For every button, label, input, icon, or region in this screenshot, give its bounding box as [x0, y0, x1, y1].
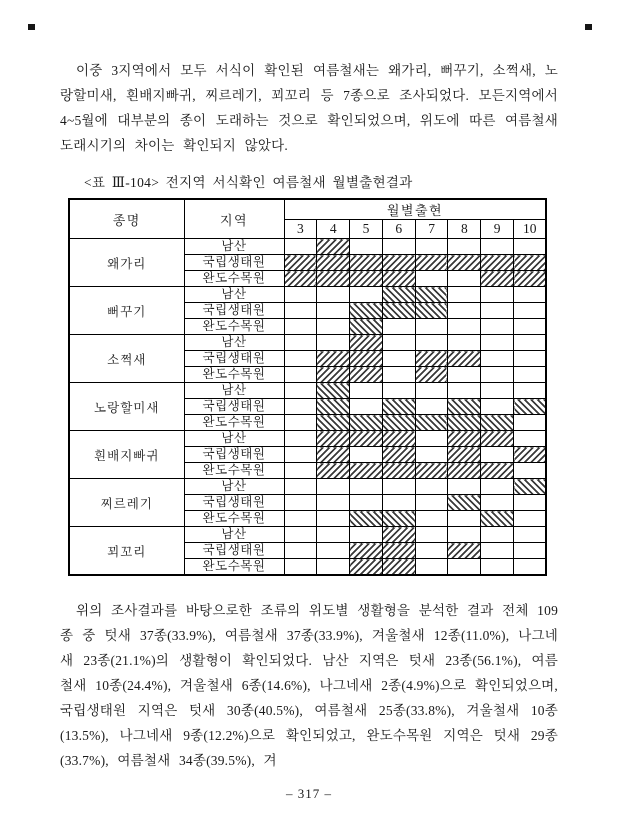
- species-name: 찌르레기: [69, 479, 184, 527]
- occurrence-cell-absent: [382, 495, 415, 511]
- occurrence-cell-absent: [448, 511, 481, 527]
- occurrence-cell-absent: [284, 367, 317, 383]
- occurrence-cell-absent: [481, 383, 514, 399]
- occurrence-cell-absent: [415, 511, 448, 527]
- occurrence-cell-absent: [284, 415, 317, 431]
- occurrence-cell-absent: [481, 239, 514, 255]
- occurrence-cell-present: [514, 479, 547, 495]
- occurrence-cell-present: [317, 431, 350, 447]
- table-body: [69, 239, 546, 576]
- occurrence-cell-present: [415, 351, 448, 367]
- occurrence-cell-present: [415, 303, 448, 319]
- occurrence-cell-absent: [481, 287, 514, 303]
- occurrence-cell-present: [415, 415, 448, 431]
- occurrence-cell-present: [350, 511, 383, 527]
- occurrence-cell-absent: [481, 335, 514, 351]
- occurrence-cell-absent: [350, 287, 383, 303]
- table-row: [69, 527, 546, 543]
- occurrence-cell-absent: [350, 479, 383, 495]
- occurrence-cell-present: [514, 447, 547, 463]
- header-row-top: [69, 199, 546, 220]
- region-name: 국립생태원: [184, 351, 284, 367]
- occurrence-cell-present: [350, 543, 383, 559]
- occurrence-cell-absent: [481, 447, 514, 463]
- print-mark-left: [28, 24, 35, 30]
- occurrence-cell-absent: [415, 495, 448, 511]
- occurrence-cell-absent: [284, 543, 317, 559]
- occurrence-cell-present: [350, 255, 383, 271]
- table-row: [69, 335, 546, 351]
- occurrence-cell-absent: [514, 287, 547, 303]
- occurrence-cell-absent: [382, 239, 415, 255]
- occurrence-cell-present: [382, 511, 415, 527]
- occurrence-cell-present: [448, 431, 481, 447]
- occurrence-cell-absent: [350, 447, 383, 463]
- occurrence-cell-absent: [382, 335, 415, 351]
- occurrence-cell-present: [317, 447, 350, 463]
- occurrence-cell-present: [382, 463, 415, 479]
- occurrence-cell-present: [382, 255, 415, 271]
- table-header: [69, 199, 546, 239]
- region-name: 국립생태원: [184, 399, 284, 415]
- occurrence-cell-absent: [514, 383, 547, 399]
- header-month-4: 4: [317, 220, 350, 239]
- occurrence-cell-present: [514, 255, 547, 271]
- region-name: 국립생태원: [184, 303, 284, 319]
- occurrence-cell-present: [317, 367, 350, 383]
- occurrence-cell-present: [448, 447, 481, 463]
- header-month-10: 10: [514, 220, 547, 239]
- region-name: 완도수목원: [184, 463, 284, 479]
- region-name: 남산: [184, 431, 284, 447]
- occurrence-cell-absent: [448, 239, 481, 255]
- region-name: 남산: [184, 479, 284, 495]
- occurrence-cell-absent: [481, 559, 514, 576]
- region-name: 완도수목원: [184, 559, 284, 576]
- occurrence-cell-absent: [514, 495, 547, 511]
- occurrence-cell-present: [415, 287, 448, 303]
- occurrence-cell-absent: [415, 271, 448, 287]
- occurrence-cell-absent: [481, 543, 514, 559]
- region-name: 완도수목원: [184, 319, 284, 335]
- occurrence-cell-absent: [514, 303, 547, 319]
- occurrence-cell-absent: [514, 559, 547, 576]
- occurrence-cell-absent: [481, 351, 514, 367]
- header-month-5: 5: [350, 220, 383, 239]
- occurrence-cell-absent: [284, 431, 317, 447]
- occurrence-cell-present: [481, 255, 514, 271]
- occurrence-cell-present: [481, 511, 514, 527]
- occurrence-cell-absent: [514, 415, 547, 431]
- region-name: 남산: [184, 335, 284, 351]
- table-row: [69, 383, 546, 399]
- region-name: 남산: [184, 287, 284, 303]
- occurrence-cell-absent: [448, 335, 481, 351]
- occurrence-cell-absent: [514, 543, 547, 559]
- occurrence-cell-absent: [514, 335, 547, 351]
- occurrence-cell-absent: [284, 319, 317, 335]
- region-name: 완도수목원: [184, 271, 284, 287]
- occurrence-cell-present: [448, 399, 481, 415]
- occurrence-cell-absent: [448, 527, 481, 543]
- region-name: 남산: [184, 383, 284, 399]
- occurrence-cell-present: [350, 271, 383, 287]
- occurrence-cell-absent: [448, 287, 481, 303]
- occurrence-cell-present: [415, 463, 448, 479]
- occurrence-cell-absent: [317, 303, 350, 319]
- occurrence-cell-present: [317, 239, 350, 255]
- species-name: 왜가리: [69, 239, 184, 287]
- occurrence-cell-absent: [481, 367, 514, 383]
- occurrence-cell-absent: [415, 319, 448, 335]
- occurrence-cell-absent: [317, 559, 350, 576]
- occurrence-cell-present: [317, 351, 350, 367]
- occurrence-cell-absent: [382, 383, 415, 399]
- occurrence-cell-present: [350, 415, 383, 431]
- species-name: 꾀꼬리: [69, 527, 184, 576]
- occurrence-cell-present: [448, 255, 481, 271]
- paragraph-life-form-analysis: 위의 조사결과를 바탕으로한 조류의 위도별 생활형을 분석한 결과 전체 109종 중 텃새 37종(33.9%), 여름철새 37종(33.9%), 겨울철새 12종(11.0%), 나그네새 23종(21.1%)의 생활형이 확인되었다. 남산 지역은 텃새 23종(56.1%), 여름철새 10종(24.4%), 겨울철새 6종(14.6%), 나그네새 2종(4.9%)으로 확인되었으며, 국립생태원 지역은 텃새 30종(40.5%), 여름철새 25종(33.8%), 겨울철새 10종(13.5%), 나그네새 9종(12.2%)으로 확인되었고, 완도수목원 지역은 텃새 29종(33.7%), 여름철새 34종(39.5%), 겨: [60, 603, 559, 768]
- occurrence-cell-absent: [317, 335, 350, 351]
- occurrence-cell-present: [317, 463, 350, 479]
- occurrence-cell-present: [350, 303, 383, 319]
- species-name: 뻐꾸기: [69, 287, 184, 335]
- occurrence-cell-absent: [284, 463, 317, 479]
- header-month-3: 3: [284, 220, 317, 239]
- occurrence-cell-present: [317, 255, 350, 271]
- occurrence-cell-present: [382, 415, 415, 431]
- occurrence-cell-absent: [415, 335, 448, 351]
- occurrence-cell-absent: [514, 319, 547, 335]
- header-monthly-occurrence: 월별출현: [284, 199, 546, 220]
- occurrence-cell-present: [448, 463, 481, 479]
- occurrence-cell-absent: [415, 543, 448, 559]
- occurrence-cell-absent: [317, 479, 350, 495]
- occurrence-cell-absent: [284, 239, 317, 255]
- occurrence-cell-absent: [317, 495, 350, 511]
- occurrence-cell-absent: [481, 527, 514, 543]
- occurrence-cell-absent: [317, 319, 350, 335]
- occurrence-cell-present: [514, 271, 547, 287]
- occurrence-cell-absent: [284, 351, 317, 367]
- occurrence-cell-absent: [481, 303, 514, 319]
- occurrence-cell-present: [350, 335, 383, 351]
- occurrence-cell-absent: [284, 335, 317, 351]
- occurrence-cell-absent: [382, 351, 415, 367]
- table-row: [69, 431, 546, 447]
- occurrence-cell-absent: [415, 431, 448, 447]
- occurrence-cell-absent: [415, 559, 448, 576]
- occurrence-cell-absent: [448, 383, 481, 399]
- region-name: 남산: [184, 239, 284, 255]
- occurrence-cell-present: [317, 383, 350, 399]
- occurrence-cell-absent: [481, 495, 514, 511]
- occurrence-cell-present: [350, 559, 383, 576]
- occurrence-cell-absent: [317, 511, 350, 527]
- header-month-9: 9: [481, 220, 514, 239]
- occurrence-cell-present: [350, 463, 383, 479]
- occurrence-cell-absent: [350, 399, 383, 415]
- occurrence-cell-present: [350, 367, 383, 383]
- occurrence-cell-absent: [514, 239, 547, 255]
- occurrence-cell-absent: [382, 367, 415, 383]
- table-row: [69, 239, 546, 255]
- occurrence-cell-absent: [317, 543, 350, 559]
- print-mark-right: [585, 24, 592, 30]
- occurrence-cell-absent: [448, 479, 481, 495]
- occurrence-cell-absent: [284, 479, 317, 495]
- occurrence-cell-present: [514, 399, 547, 415]
- occurrence-cell-absent: [514, 367, 547, 383]
- occurrence-cell-present: [481, 431, 514, 447]
- occurrence-cell-present: [284, 255, 317, 271]
- occurrence-cell-absent: [514, 511, 547, 527]
- species-name: 소쩍새: [69, 335, 184, 383]
- occurrence-cell-present: [415, 367, 448, 383]
- occurrence-cell-absent: [448, 319, 481, 335]
- header-month-6: 6: [382, 220, 415, 239]
- header-month-8: 8: [448, 220, 481, 239]
- occurrence-cell-present: [382, 271, 415, 287]
- table-caption: <표 Ⅲ-104> 전지역 서식확인 여름철새 월별출현결과: [84, 175, 413, 190]
- monthly-occurrence-table: [68, 198, 547, 576]
- occurrence-cell-present: [350, 351, 383, 367]
- header-species-name: 종명: [69, 199, 184, 239]
- occurrence-cell-absent: [448, 303, 481, 319]
- occurrence-cell-present: [382, 447, 415, 463]
- occurrence-cell-present: [415, 255, 448, 271]
- header-region: 지역: [184, 199, 284, 239]
- occurrence-cell-absent: [481, 399, 514, 415]
- region-name: 국립생태원: [184, 495, 284, 511]
- occurrence-cell-absent: [415, 527, 448, 543]
- occurrence-cell-present: [317, 415, 350, 431]
- occurrence-cell-absent: [317, 287, 350, 303]
- occurrence-cell-present: [481, 415, 514, 431]
- occurrence-cell-absent: [284, 559, 317, 576]
- occurrence-cell-absent: [415, 479, 448, 495]
- occurrence-cell-absent: [415, 447, 448, 463]
- occurrence-cell-present: [382, 543, 415, 559]
- occurrence-cell-present: [481, 271, 514, 287]
- occurrence-cell-present: [350, 319, 383, 335]
- occurrence-cell-absent: [284, 447, 317, 463]
- occurrence-cell-absent: [448, 367, 481, 383]
- occurrence-cell-absent: [415, 383, 448, 399]
- region-name: 국립생태원: [184, 447, 284, 463]
- occurrence-cell-present: [284, 271, 317, 287]
- occurrence-cell-absent: [481, 319, 514, 335]
- occurrence-cell-absent: [382, 479, 415, 495]
- occurrence-cell-present: [317, 271, 350, 287]
- occurrence-cell-absent: [284, 303, 317, 319]
- occurrence-cell-absent: [382, 319, 415, 335]
- occurrence-cell-absent: [448, 559, 481, 576]
- occurrence-cell-present: [350, 431, 383, 447]
- region-name: 완도수목원: [184, 415, 284, 431]
- occurrence-cell-absent: [514, 463, 547, 479]
- occurrence-cell-present: [382, 559, 415, 576]
- occurrence-cell-absent: [448, 271, 481, 287]
- header-month-7: 7: [415, 220, 448, 239]
- region-name: 남산: [184, 527, 284, 543]
- occurrence-cell-absent: [317, 527, 350, 543]
- occurrence-cell-present: [448, 495, 481, 511]
- table-row: [69, 287, 546, 303]
- occurrence-cell-absent: [415, 239, 448, 255]
- occurrence-cell-absent: [284, 399, 317, 415]
- region-name: 완도수목원: [184, 367, 284, 383]
- species-name: 흰배지빠귀: [69, 431, 184, 479]
- occurrence-cell-present: [382, 431, 415, 447]
- occurrence-cell-absent: [350, 239, 383, 255]
- region-name: 국립생태원: [184, 543, 284, 559]
- occurrence-cell-present: [317, 399, 350, 415]
- page-number: – 317 –: [286, 786, 332, 801]
- occurrence-cell-present: [448, 543, 481, 559]
- occurrence-cell-absent: [284, 495, 317, 511]
- occurrence-cell-absent: [415, 399, 448, 415]
- occurrence-cell-present: [382, 399, 415, 415]
- occurrence-cell-present: [382, 303, 415, 319]
- occurrence-cell-absent: [481, 479, 514, 495]
- paragraph-summer-birds: 이중 3지역에서 모두 서식이 확인된 여름철새는 왜가리, 뻐꾸기, 소쩍새, 노랑할미새, 흰배지빠귀, 찌르레기, 꾀꼬리 등 7종으로 조사되었다. 모든지역에서 4~5월에 대부분의 종이 도래하는 것으로 확인되었으며, 위도에 따른 여름철새 도래시기의 차이는 확인되지 않았다.: [60, 63, 558, 153]
- occurrence-cell-absent: [514, 351, 547, 367]
- occurrence-cell-absent: [350, 527, 383, 543]
- occurrence-cell-absent: [284, 527, 317, 543]
- occurrence-cell-absent: [514, 527, 547, 543]
- table-row: [69, 479, 546, 495]
- occurrence-cell-present: [448, 351, 481, 367]
- occurrence-cell-absent: [284, 383, 317, 399]
- occurrence-cell-absent: [514, 431, 547, 447]
- occurrence-cell-present: [481, 463, 514, 479]
- occurrence-cell-present: [448, 415, 481, 431]
- occurrence-cell-present: [382, 287, 415, 303]
- occurrence-cell-absent: [350, 383, 383, 399]
- region-name: 국립생태원: [184, 255, 284, 271]
- occurrence-cell-absent: [350, 495, 383, 511]
- region-name: 완도수목원: [184, 511, 284, 527]
- occurrence-cell-present: [382, 527, 415, 543]
- occurrence-cell-absent: [284, 287, 317, 303]
- species-name: 노랑할미새: [69, 383, 184, 431]
- occurrence-cell-absent: [284, 511, 317, 527]
